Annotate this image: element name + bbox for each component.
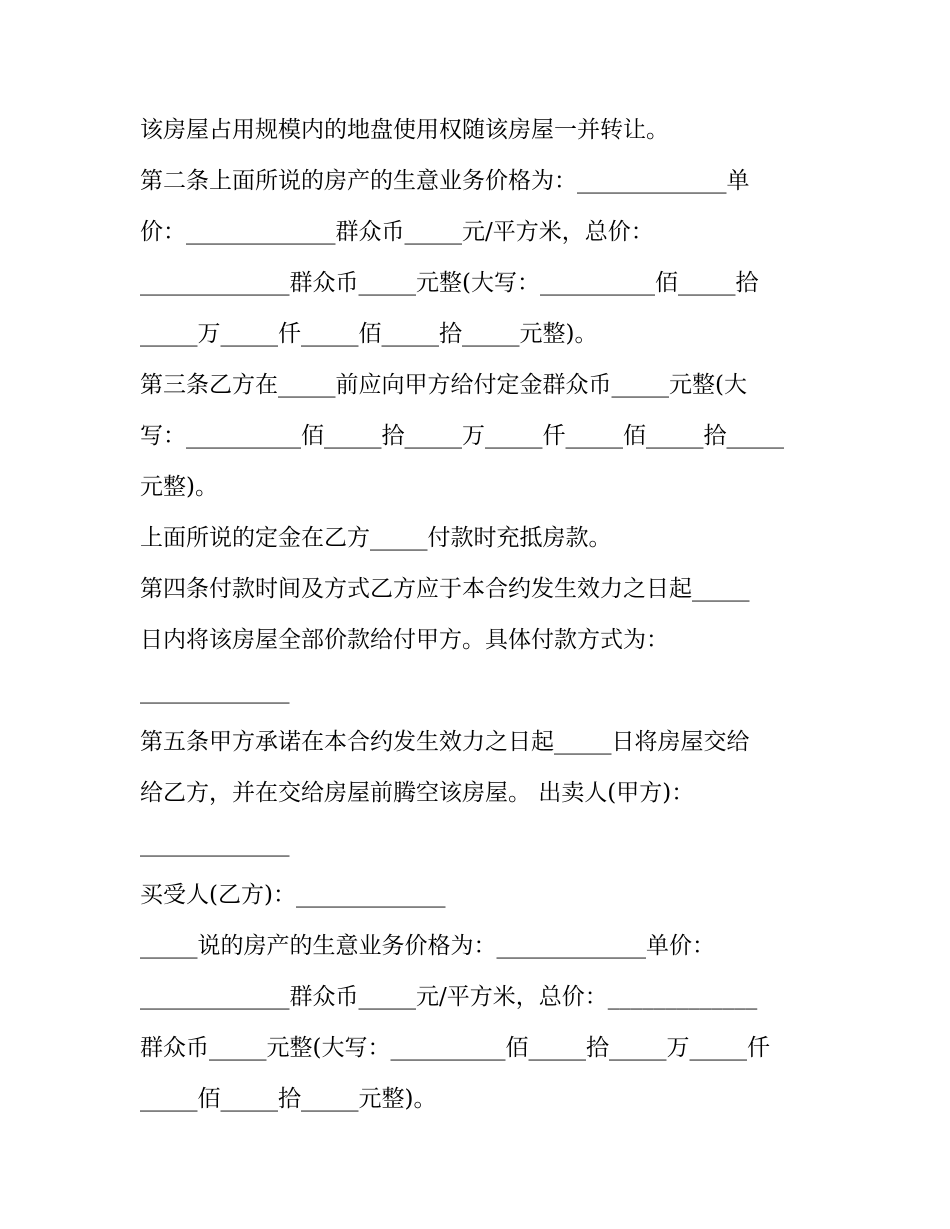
text-line: 群众币_____元整(大写：__________佰_____拾_____万_____仟 — [140, 1035, 770, 1061]
text-line: 价：_____________群众币_____元/平方米，总价： — [140, 219, 654, 245]
text-line: _____________群众币_____元整(大写：__________佰_____拾 — [140, 270, 759, 296]
text-line: _____________群众币_____元/平方米，总价：_____________ — [140, 984, 758, 1010]
text-line: 该房屋占用规模内的地盘使用权随该房屋一并转让。 — [140, 117, 669, 143]
text-line: 给乙方，并在交给房屋前腾空该房屋。 出卖人(甲方)： — [140, 780, 695, 806]
text-line: 第四条付款时间及方式乙方应于本合约发生效力之日起_____ — [140, 576, 750, 602]
contract-text — [140, 105, 800, 1125]
text-line: 买受人(乙方)：_____________ — [140, 882, 446, 908]
text-line: _____________ — [140, 831, 290, 857]
text-line: 日内将该房屋全部价款给付甲方。具体付款方式为： — [140, 627, 669, 653]
text-line: 第五条甲方承诺在本合约发生效力之日起_____日将房屋交给 — [140, 729, 750, 755]
text-line: 第二条上面所说的房产的生意业务价格为：_____________单 — [140, 168, 750, 194]
text-line: 第三条乙方在_____前应向甲方给付定金群众币_____元整(大 — [140, 372, 747, 398]
text-line: _____万_____仟_____佰_____拾_____元整)。 — [140, 321, 598, 347]
text-line: 元整)。 — [140, 474, 218, 500]
text-line: _____________ — [140, 678, 290, 704]
text-line: _____佰_____拾_____元整)。 — [140, 1086, 437, 1112]
text-line: 写：__________佰_____拾_____万_____仟_____佰_____拾_____ — [140, 423, 784, 449]
text-line: _____说的房产的生意业务价格为：_____________单价： — [140, 933, 715, 959]
text-line: 上面所说的定金在乙方_____付款时充抵房款。 — [140, 525, 612, 551]
